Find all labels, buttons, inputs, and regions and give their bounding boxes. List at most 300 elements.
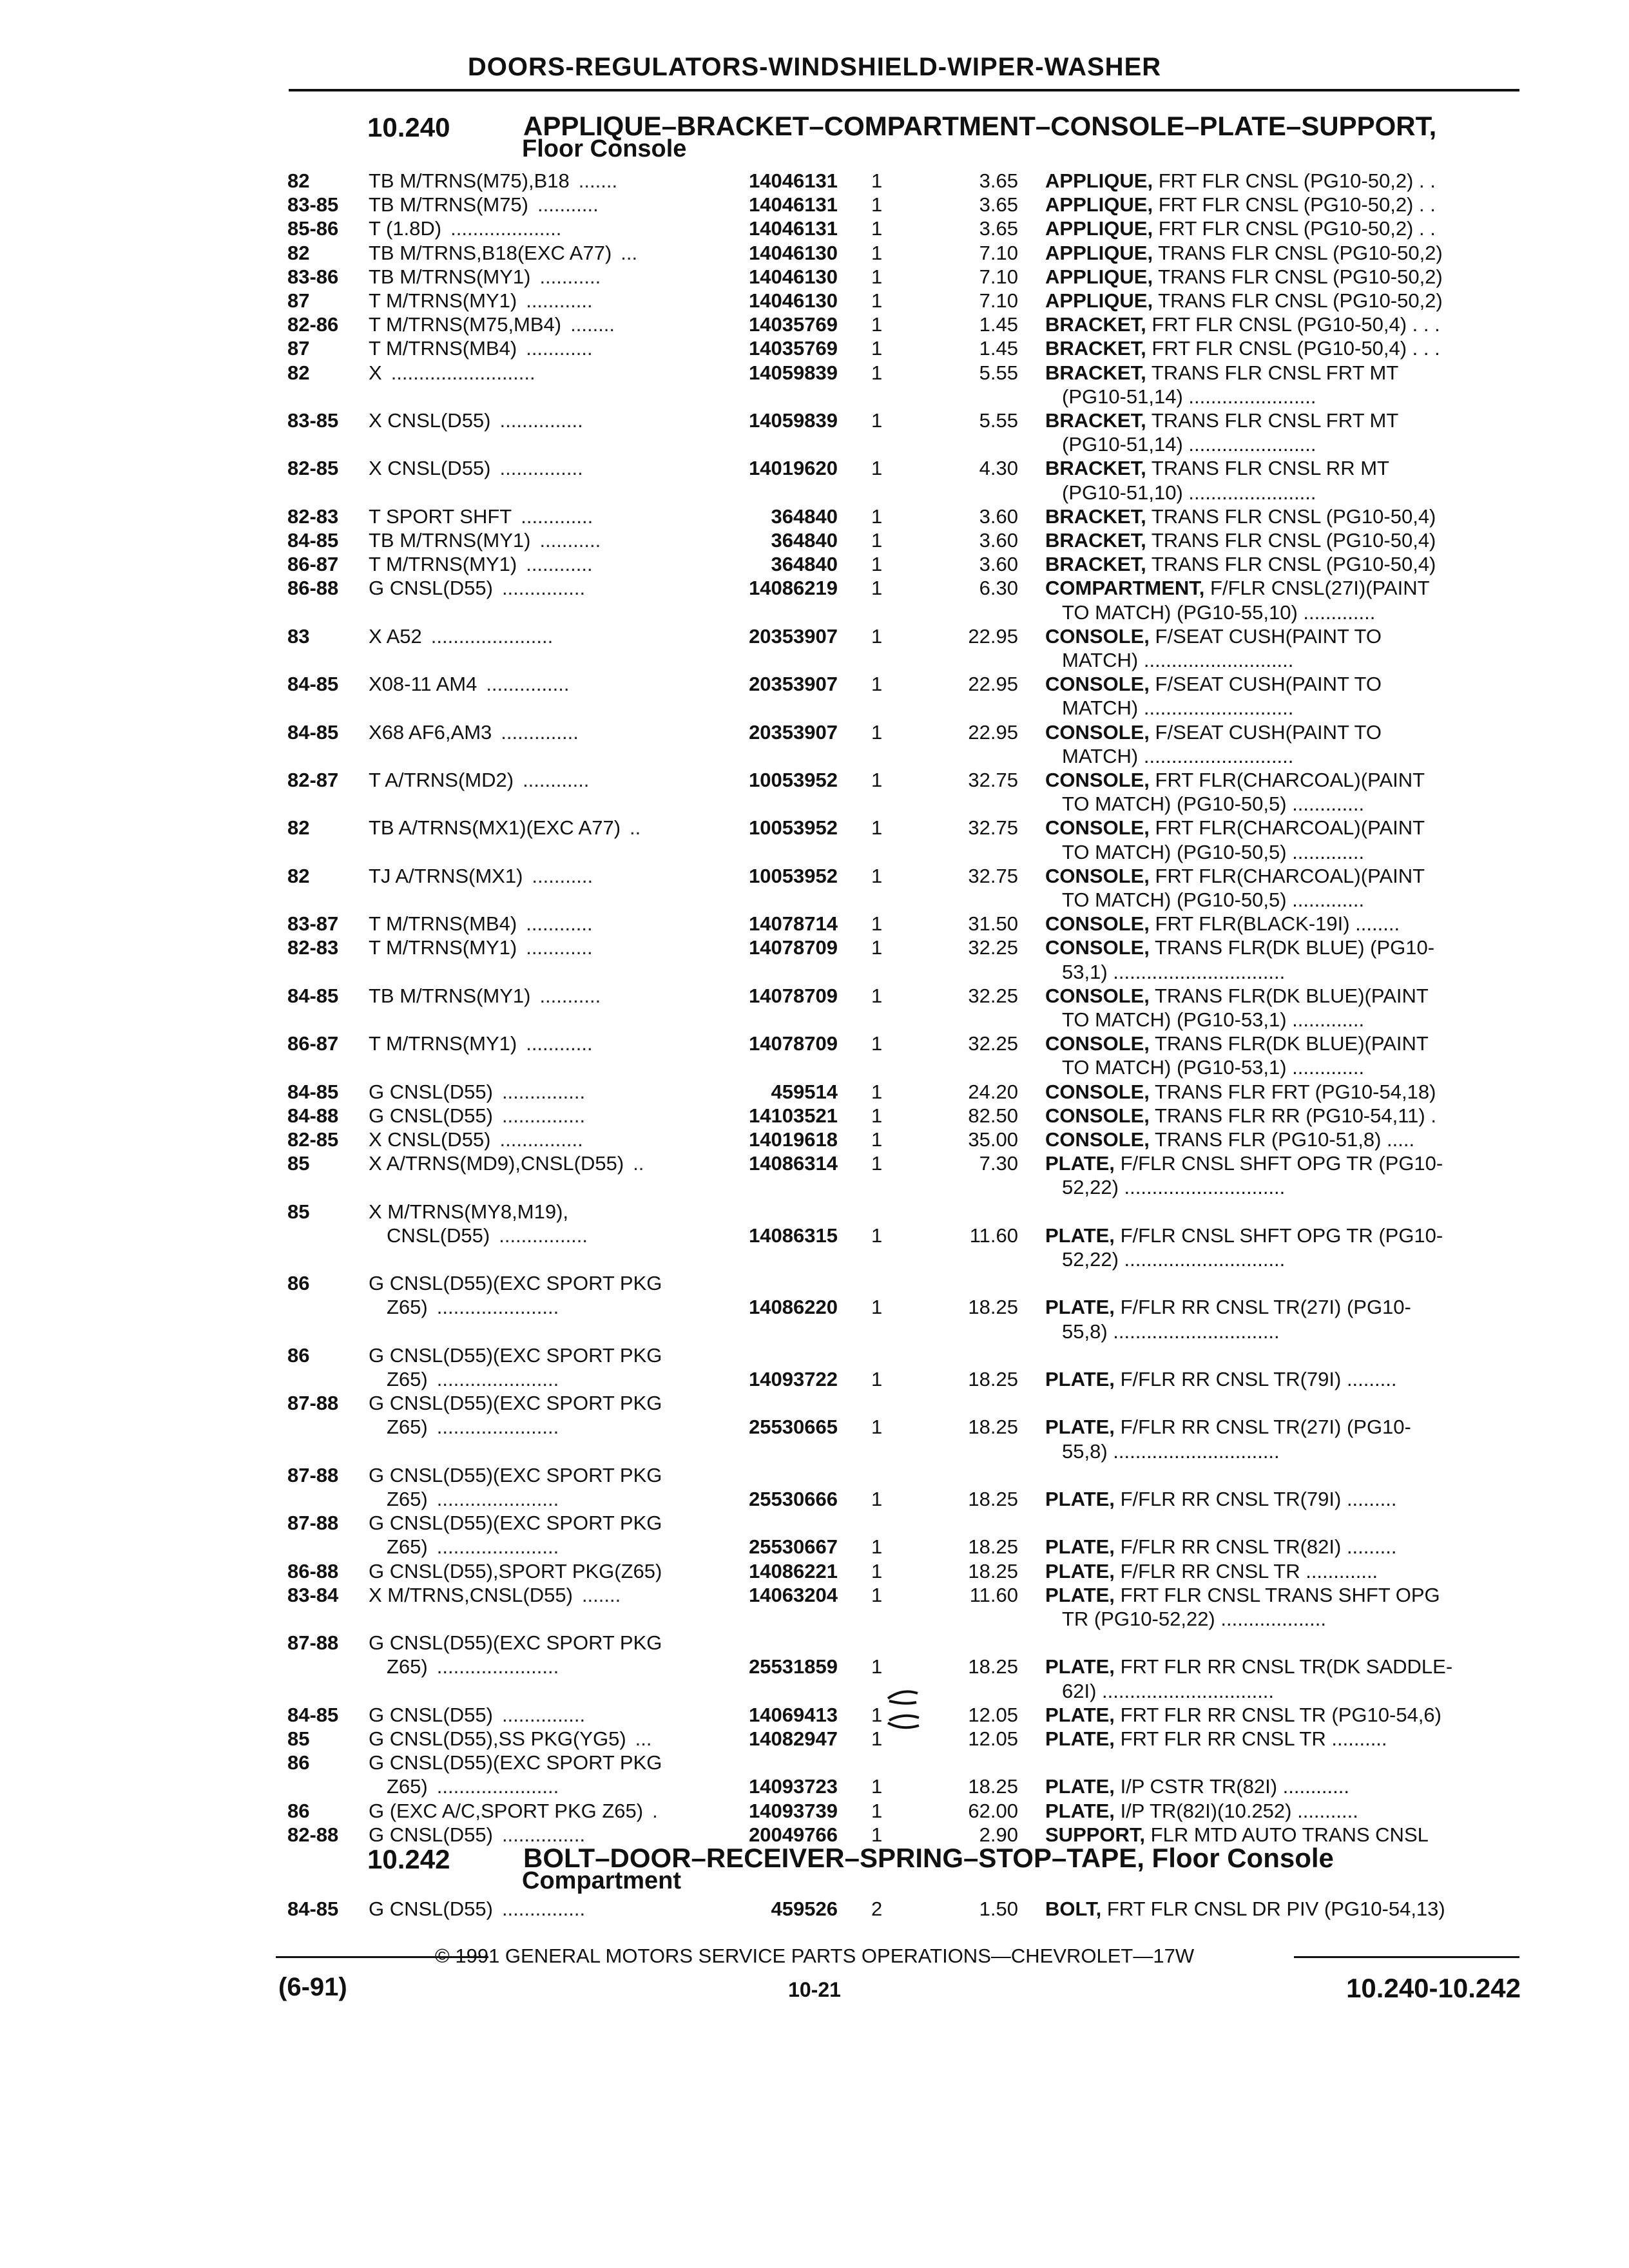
part-number: 14078709 [749,984,838,1007]
usage-code [369,1080,585,1104]
model-year: 82 [287,361,310,384]
model-year: 86-87 [287,553,339,576]
quantity: 1 [871,1032,883,1055]
usage-code-text: T SPORT SHFT [369,505,512,528]
description [1045,336,1440,360]
part-number: 14046130 [749,289,838,312]
quantity: 1 [871,1703,883,1726]
description-continuation: (PG10-51,14) ....................... [1062,385,1316,408]
usage-code [369,193,599,216]
quantity: 1 [871,936,883,959]
quantity: 1 [871,1416,883,1439]
usage-code [369,408,583,432]
description-text: TRANS FLR CNSL (PG10-50,2) [1158,241,1443,264]
model-year: 82-83 [287,936,339,959]
usage-code [369,1104,585,1128]
quantity: 1 [871,1727,883,1750]
part-number: 25530667 [749,1535,838,1559]
price: 31.50 [968,912,1018,936]
description-text: TRANS FLR CNSL (PG10-50,4) [1151,529,1436,552]
description [1045,1104,1436,1128]
model-year: 82-86 [287,313,339,336]
quantity: 1 [871,1080,883,1103]
usage-code: G CNSL(D55)(EXC SPORT PKG [369,1272,662,1295]
quantity: 1 [871,816,883,840]
description-text: I/P TR(82I)(10.252) ........... [1120,1799,1358,1822]
part-name: CONSOLE, [1045,673,1150,696]
description-text: TRANS FLR CNSL (PG10-50,2) [1158,265,1443,288]
quantity: 1 [871,673,883,696]
part-name: PLATE, [1045,1368,1115,1390]
model-year: 86-88 [287,577,339,600]
leader-dots: ............... [499,409,583,432]
description [1045,1151,1443,1175]
usage-code-text: T M/TRNS(MY1) [369,936,517,959]
part-number: 14093722 [749,1368,838,1390]
description [1045,1799,1358,1823]
usage-code [387,1774,559,1798]
part-name: CONSOLE, [1045,864,1150,887]
description-text: TRANS FLR CNSL (PG10-50,4) [1151,553,1436,576]
part-number: 14082947 [749,1727,838,1750]
quantity: 2 [871,1898,883,1920]
description-text: F/FLR CNSL SHFT OPG TR (PG10- [1120,1152,1443,1175]
part-name: PLATE, [1045,1152,1115,1175]
description [1045,241,1443,265]
quantity: 1 [871,1152,883,1175]
part-name: APPLIQUE, [1045,265,1153,288]
quantity: 1 [871,529,883,552]
description-continuation: (PG10-51,14) ....................... [1062,433,1316,456]
usage-code-text: X M/TRNS,CNSL(D55) [369,1583,573,1606]
price: 18.25 [968,1535,1018,1559]
part-name: BRACKET, [1045,337,1146,360]
description-continuation: 55,8) .............................. [1062,1439,1280,1463]
quantity: 1 [871,1823,883,1846]
usage-code [369,672,570,696]
model-year: 84-85 [287,720,339,744]
model-year: 82-85 [287,1128,339,1151]
section-subtitle: Floor Console [522,135,687,162]
part-name: APPLIQUE, [1045,193,1153,216]
quantity: 1 [871,313,883,336]
model-year: 82-87 [287,769,339,791]
part-name: PLATE, [1045,1224,1115,1247]
price: 32.25 [968,936,1018,959]
model-year: 84-85 [287,1703,339,1726]
leader-dots: ............... [501,1823,586,1846]
part-number: 364840 [771,553,838,576]
usage-code: G CNSL(D55)(EXC SPORT PKG [369,1392,662,1415]
price: 22.95 [968,624,1018,648]
description-text: FRT FLR CNSL (PG10-50,2) . . [1158,193,1436,216]
part-number: 14059839 [749,409,838,432]
usage-code-text: G CNSL(D55) [369,1898,493,1920]
part-number: 14086219 [749,577,838,600]
usage-code [369,816,641,840]
leader-dots: ...................... [436,1535,559,1559]
description [1045,1703,1441,1727]
price: 3.60 [979,505,1018,528]
quantity: 1 [871,1799,883,1822]
leader-dots: ............... [499,457,583,480]
usage-code [369,1128,583,1151]
price: 2.90 [979,1823,1018,1846]
description-text: FRT FLR CNSL (PG10-50,4) . . . [1152,337,1440,360]
model-year: 82-85 [287,457,339,480]
part-number: 459526 [771,1898,838,1920]
price: 1.45 [979,337,1018,360]
usage-code-text: Z65) [387,1488,428,1510]
usage-code [369,552,593,576]
leader-dots: ............... [501,1703,586,1726]
usage-code-text: X A/TRNS(MD9),CNSL(D55) [369,1152,624,1175]
usage-code-text: G CNSL(D55) [369,1080,493,1103]
leader-dots: ........... [537,193,599,216]
leader-dots: . [652,1799,658,1822]
description-text: FRT FLR RR CNSL TR .......... [1120,1727,1387,1750]
description [1045,912,1400,936]
part-name: PLATE, [1045,1559,1115,1582]
usage-code [369,624,553,648]
part-number: 14086315 [749,1224,838,1247]
leader-dots: ............... [501,1080,586,1103]
description-text: F/SEAT CUSH(PAINT TO [1155,720,1382,744]
description-continuation: MATCH) ........................... [1062,744,1294,767]
price: 6.30 [979,577,1018,600]
description-text: TRANS FLR CNSL FRT MT [1151,409,1399,432]
description [1045,1487,1396,1511]
quantity: 1 [871,1775,883,1798]
quantity: 1 [871,1128,883,1151]
price: 18.25 [968,1488,1018,1510]
leader-dots: ...................... [436,1655,559,1678]
description-continuation: TO MATCH) (PG10-50,5) ............. [1062,793,1365,816]
usage-code-text: G CNSL(D55) [369,1703,493,1726]
description [1045,816,1425,840]
usage-code [369,456,583,480]
usage-code-text: Z65) [387,1416,428,1439]
usage-code-text: TB M/TRNS(MY1) [369,265,531,288]
description-text: F/FLR RR CNSL TR(79I) ......... [1120,1488,1397,1510]
description-text: FRT FLR RR CNSL TR (PG10-54,6) [1120,1703,1441,1726]
description [1045,1583,1440,1607]
part-number: 14069413 [749,1703,838,1726]
description [1045,1295,1411,1319]
part-number: 14046130 [749,241,838,264]
description-text: FRT FLR CNSL (PG10-50,4) . . . [1152,313,1440,336]
leader-dots: ...................... [436,1368,559,1390]
model-year: 82 [287,816,310,840]
usage-code-text: T M/TRNS(MY1) [369,1032,517,1055]
quantity: 1 [871,289,883,312]
usage-code: G CNSL(D55)(EXC SPORT PKG [369,1343,662,1367]
leader-dots: ............... [486,673,570,696]
leader-dots: ............ [526,912,593,936]
model-year: 85 [287,1200,310,1223]
description [1045,361,1398,385]
leader-dots: ............... [501,1898,586,1920]
usage-code-text: T (1.8D) [369,217,442,240]
leader-dots: .................... [450,217,562,240]
leader-dots: ....... [581,1583,621,1606]
description-continuation: TO MATCH) (PG10-55,10) ............. [1062,601,1376,624]
usage-code-text: T M/TRNS(MB4) [369,912,517,936]
quantity: 1 [871,912,883,936]
usage-code-text: X68 AF6,AM3 [369,720,492,744]
model-year: 86 [287,1751,310,1774]
description-text: F/FLR RR CNSL TR(79I) ......... [1120,1368,1397,1390]
usage-code [369,1799,658,1823]
usage-code [369,768,589,792]
usage-code-text: Z65) [387,1655,428,1678]
quantity: 1 [871,505,883,528]
usage-code-text: T M/TRNS(MY1) [369,553,517,576]
model-year: 87 [287,289,310,312]
description [1045,1224,1443,1247]
price: 1.45 [979,313,1018,336]
leader-dots: ............. [521,505,593,528]
description-text: TRANS FLR (PG10-51,8) ..... [1154,1128,1415,1151]
description-text: F/FLR RR CNSL TR(82I) ......... [1120,1535,1397,1559]
leader-dots: ...................... [436,1775,559,1798]
model-year: 83-84 [287,1583,339,1606]
usage-code [369,936,593,959]
description-text: TRANS FLR RR (PG10-54,11) . [1154,1104,1436,1127]
price: 32.25 [968,1032,1018,1055]
usage-code-text: X [369,361,382,384]
part-name: BRACKET, [1045,457,1146,480]
footer-date: (6-91) [278,1973,347,2001]
part-name: PLATE, [1045,1488,1115,1510]
usage-code [369,984,601,1008]
part-number: 459514 [771,1080,838,1103]
quantity: 1 [871,624,883,648]
description-continuation: TO MATCH) (PG10-53,1) ............. [1062,1008,1365,1031]
part-number: 14046130 [749,265,838,288]
price: 5.55 [979,409,1018,432]
leader-dots: ...................... [436,1416,559,1439]
usage-code [387,1224,588,1247]
usage-code-text: G (EXC A/C,SPORT PKG Z65) [369,1799,644,1822]
description-text: TRANS FLR CNSL FRT MT [1151,361,1399,384]
part-number: 20353907 [749,720,838,744]
description [1045,624,1382,648]
usage-code: G CNSL(D55)(EXC SPORT PKG [369,1512,662,1535]
part-number: 20353907 [749,624,838,648]
description-text: TRANS FLR(DK BLUE) (PG10- [1154,936,1435,959]
handwritten-mark [883,1686,934,1737]
usage-code [369,361,535,385]
part-name: CONSOLE, [1045,1128,1150,1151]
description-text: TRANS FLR CNSL (PG10-50,4) [1151,505,1436,528]
description-text: F/FLR RR CNSL TR(27I) (PG10- [1120,1416,1411,1439]
price: 82.50 [968,1104,1018,1127]
leader-dots: ............... [499,1128,583,1151]
description-text: I/P CSTR TR(82I) ............ [1120,1775,1349,1798]
part-name: PLATE, [1045,1775,1115,1798]
description [1045,1080,1436,1104]
part-number: 14046131 [749,217,838,240]
price: 3.65 [979,193,1018,216]
description-text: FRT FLR CNSL (PG10-50,2) . . [1158,217,1436,240]
quantity: 1 [871,193,883,216]
footer-copyright: © 1991 GENERAL MOTORS SERVICE PARTS OPERATIONS—CHEVROLET—17W [434,1945,1195,1967]
price: 18.25 [968,1655,1018,1678]
section-number: 10.240 [367,112,450,142]
description-text: F/FLR CNSL(27I)(PAINT [1210,577,1430,600]
usage-code [369,1151,644,1175]
price: 1.50 [979,1898,1018,1920]
description [1045,1727,1387,1751]
part-name: BRACKET, [1045,505,1146,528]
description [1045,265,1443,289]
usage-code [369,336,593,360]
part-number: 14019620 [749,457,838,480]
part-number: 10053952 [749,816,838,840]
description-continuation: 52,22) ............................. [1062,1248,1286,1271]
part-number: 364840 [771,529,838,552]
part-number: 14103521 [749,1104,838,1127]
part-name: CONSOLE, [1045,984,1150,1007]
usage-code-text: TB M/TRNS(MY1) [369,529,531,552]
model-year: 86 [287,1343,310,1367]
leader-dots: ........... [539,984,601,1007]
part-name: BRACKET, [1045,529,1146,552]
description-text: F/SEAT CUSH(PAINT TO [1155,673,1382,696]
part-name: PLATE, [1045,1799,1115,1822]
usage-code-text: T M/TRNS(M75,MB4) [369,313,562,336]
model-year: 85 [287,1152,310,1175]
part-number: 10053952 [749,769,838,791]
price: 24.20 [968,1080,1018,1103]
quantity: 1 [871,1655,883,1678]
part-name: PLATE, [1045,1703,1115,1726]
model-year: 82 [287,169,310,192]
model-year: 84-85 [287,673,339,696]
part-number: 14086220 [749,1296,838,1319]
part-number: 10053952 [749,864,838,887]
leader-dots: ........... [532,864,593,887]
price: 3.60 [979,529,1018,552]
quantity: 1 [871,1224,883,1247]
part-name: BRACKET, [1045,313,1146,336]
description-continuation: 62I) ............................... [1062,1679,1275,1702]
leader-dots: ........... [539,265,601,288]
model-year: 84-85 [287,1898,339,1920]
quantity: 1 [871,409,883,432]
usage-code [387,1655,559,1678]
part-number: 20049766 [749,1823,838,1846]
model-year: 87 [287,337,310,360]
quantity: 1 [871,361,883,384]
description [1045,768,1425,792]
model-year: 84-85 [287,1080,339,1103]
description [1045,312,1440,336]
price: 7.10 [979,241,1018,264]
part-number: 14035769 [749,337,838,360]
price: 32.75 [968,864,1018,887]
description-text: FRT FLR(CHARCOAL)(PAINT [1155,864,1425,887]
part-number: 25530665 [749,1416,838,1439]
leader-dots: .............. [501,720,579,744]
description-continuation: 52,22) ............................. [1062,1176,1286,1199]
price: 18.25 [968,1559,1018,1582]
leader-dots: ............ [526,936,593,959]
description [1045,552,1436,576]
description [1045,169,1436,193]
usage-code-text: TB M/TRNS(MY1) [369,984,531,1007]
model-year: 83-85 [287,409,339,432]
leader-dots: .. [633,1152,644,1175]
model-year: 87-88 [287,1392,339,1415]
quantity: 1 [871,769,883,791]
usage-code [369,576,585,600]
price: 4.30 [979,457,1018,480]
description-text: TRANS FLR CNSL (PG10-50,2) [1158,289,1443,312]
description [1045,1367,1396,1391]
usage-code-text: TB A/TRNS(MX1)(EXC A77) [369,816,621,840]
usage-code-text: G CNSL(D55) [369,577,493,600]
model-year: 84-88 [287,1104,339,1127]
price: 7.10 [979,289,1018,312]
part-name: CONSOLE, [1045,936,1150,959]
usage-code [387,1535,559,1559]
price: 11.60 [969,1224,1018,1247]
model-year: 84-85 [287,984,339,1007]
quantity: 1 [871,1583,883,1606]
description-continuation: 55,8) .............................. [1062,1320,1280,1343]
part-number: 25530666 [749,1488,838,1510]
model-year: 82-83 [287,505,339,528]
section-range: 10.240-10.242 [1346,1973,1521,2003]
description-text: TRANS FLR FRT (PG10-54,18) [1154,1080,1436,1103]
model-year: 86 [287,1799,310,1822]
usage-code-text: X CNSL(D55) [369,1128,491,1151]
quantity: 1 [871,457,883,480]
description [1045,576,1430,600]
price: 7.30 [979,1152,1018,1175]
page-number: 10-21 [788,1978,841,2001]
usage-code-text: Z65) [387,1775,428,1798]
leader-dots: ............... [501,1104,586,1127]
usage-code [369,216,561,240]
model-year: 87-88 [287,1512,339,1535]
model-year: 82 [287,241,310,264]
usage-code-text: Z65) [387,1535,428,1559]
description [1045,216,1436,240]
leader-dots: ........ [570,313,615,336]
part-number: 14046131 [749,169,838,192]
part-number: 14093739 [749,1799,838,1822]
leader-dots: .......................... [390,361,535,384]
usage-code-text: X A52 [369,624,422,648]
usage-code-text: T M/TRNS(MB4) [369,337,517,360]
description-text: FRT FLR CNSL DR PIV (PG10-54,13) [1106,1898,1445,1920]
model-year: 86-88 [287,1559,339,1582]
description [1045,1559,1378,1583]
leader-dots: ............ [526,1032,593,1055]
usage-code [369,1559,671,1583]
price: 18.25 [968,1775,1018,1798]
part-number: 14046131 [749,193,838,216]
description [1045,984,1429,1008]
usage-code [369,720,579,744]
price: 32.25 [968,984,1018,1007]
leader-dots: ...................... [436,1296,559,1319]
description [1045,408,1398,432]
price: 11.60 [969,1583,1018,1606]
